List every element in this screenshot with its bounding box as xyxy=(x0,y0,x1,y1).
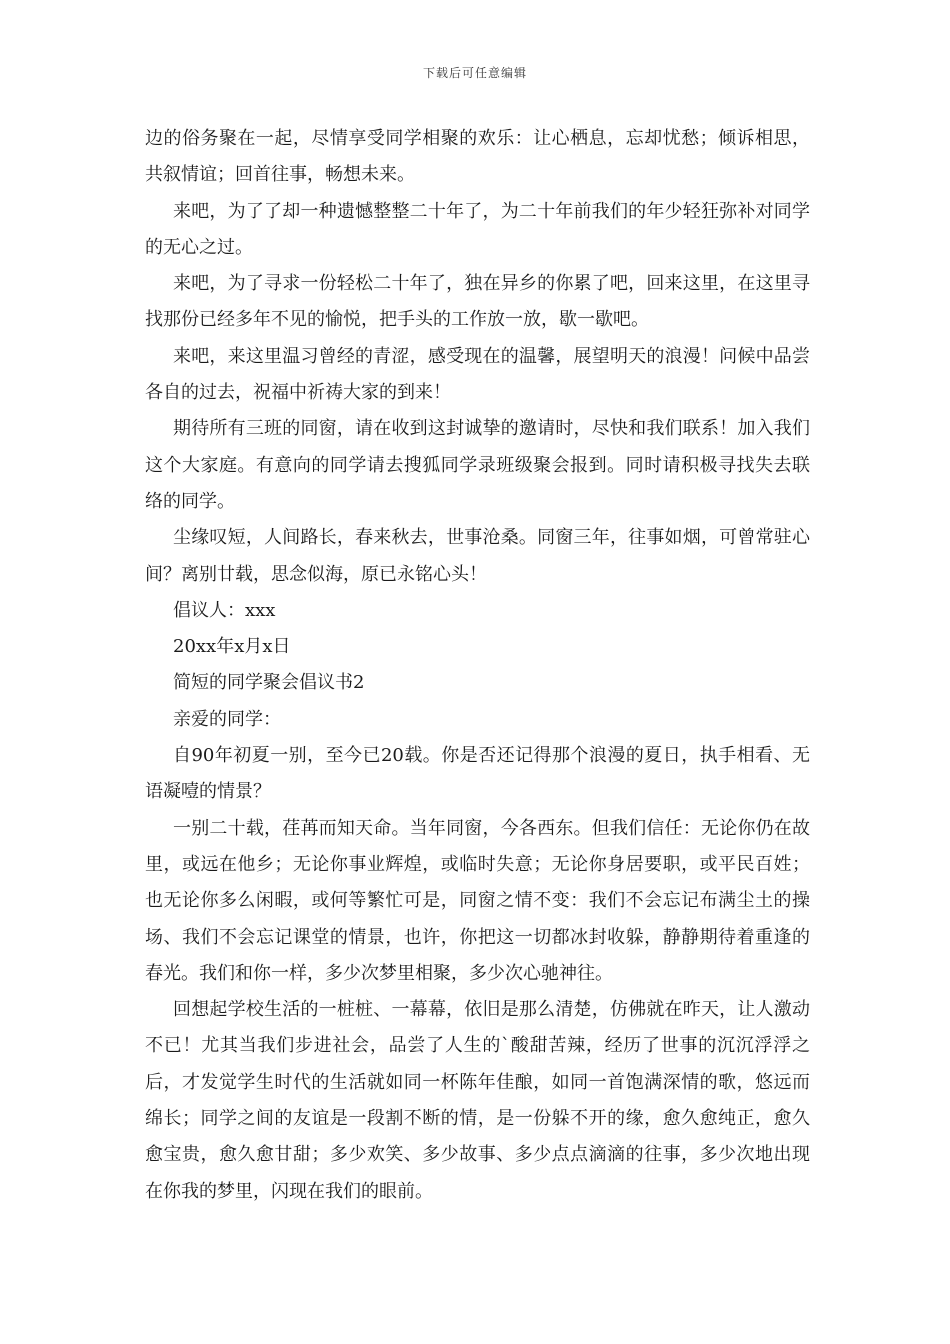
initiator-line: 倡议人：xxx xyxy=(173,599,276,621)
paragraph-4: 来吧，来这里温习曾经的青涩，感受现在的温馨，展望明天的浪漫！问候中品尝各自的过去，祝福中祈祷大家的到来！ xyxy=(145,345,810,404)
paragraph-7: 自90年初夏一别，至今已20载。你是否还记得那个浪漫的夏日，执手相看、无语凝噎的情景？ xyxy=(145,745,810,803)
document-body xyxy=(145,121,810,1210)
page-header: 下载后可任意编辑 xyxy=(422,66,527,80)
paragraph-6: 尘缘叹短，人间路长，春来秋去，世事沧桑。同窗三年，往事如烟，可曾常驻心间？离别廿载，思念似海，原已永铭心头！ xyxy=(145,527,810,585)
section-title: 简短的同学聚会倡议书2 xyxy=(173,672,365,694)
paragraph-9: 回想起学校生活的一桩桩、一幕幕，依旧是那么清楚，仿佛就在昨天，让人激动不已！尤其当我们步进社会，品尝了人生的`酸甜苦辣，经历了世事的沉沉浮浮之后，才发觉学生时代的生活就如同一杯陈年佳酿，如同一首饱满深情的歌，悠远而绵长；同学之间的友谊是一段割不断的情，是一份躲不开的缘，愈久愈纯正，愈久愈宝贵，愈久愈甘甜；多少欢笑、多少故事、多少点点滴滴的往事，多少次地出现在你我的梦里，闪现在我们的眼前。 xyxy=(145,999,810,1202)
paragraph-2: 来吧，为了了却一种遗憾整整二十年了，为二十年前我们的年少轻狂弥补对同学的无心之过。 xyxy=(145,200,810,258)
salutation: 亲爱的同学： xyxy=(173,708,281,730)
paragraph-1: 边的俗务聚在一起，尽情享受同学相聚的欢乐：让心栖息，忘却忧愁；倾诉相思，共叙情谊；回首往事，畅想未来。 xyxy=(145,128,810,186)
paragraph-3: 来吧，为了寻求一份轻松二十年了，独在异乡的你累了吧，回来这里，在这里寻找那份已经多年不见的愉悦，把手头的工作放一放，歇一歇吧。 xyxy=(145,273,810,331)
date-line: 20xx年x月x日 xyxy=(173,636,291,658)
paragraph-8: 一别二十载，荏苒而知天命。当年同窗，今各西东。但我们信任：无论你仍在故里，或远在他乡；无论你事业辉煌，或临时失意；无论你身居要职，或平民百姓；也无论你多么闲暇，或何等繁忙可是，同窗之情不变：我们不会忘记布满尘土的操场、我们不会忘记课堂的情景，也许，你把这一切都冰封收躲，静静期待着重逢的春光。我们和你一样，多少次梦里相聚，多少次心驰神往。 xyxy=(145,817,810,984)
paragraph-5: 期待所有三班的同窗，请在收到这封诚挚的邀请时，尽快和我们联系！加入我们这个大家庭。有意向的同学请去搜狐同学录班级聚会报到。同时请积极寻找失去联络的同学。 xyxy=(145,418,810,512)
